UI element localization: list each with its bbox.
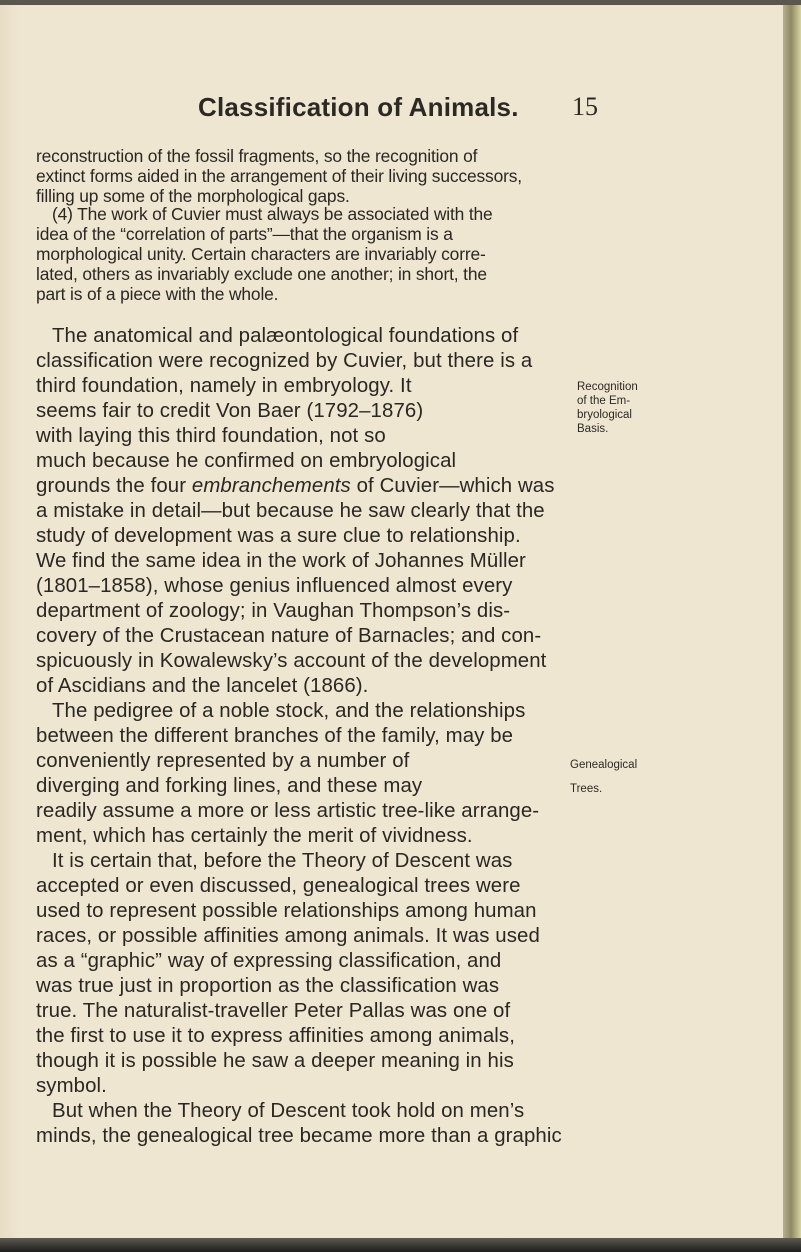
- text-line: The anatomical and palæontological foundations of: [52, 325, 519, 347]
- text-line: a mistake in detail—but because he saw clearly that the: [36, 500, 545, 522]
- text-line: accepted or even discussed, genealogical trees were: [36, 875, 521, 897]
- text-line: symbol.: [36, 1075, 107, 1097]
- margin-note-line: Trees.: [570, 783, 603, 795]
- page-number: 15: [572, 92, 598, 121]
- text-line: was true just in proportion as the classification was: [36, 975, 500, 997]
- text-line: diverging and forking lines, and these may: [36, 775, 423, 797]
- text-line: (1801–1858), whose genius influenced almost every: [36, 575, 513, 597]
- text-run: grounds the four: [36, 475, 192, 497]
- running-title: Classification of Animals.: [198, 92, 519, 122]
- text-line: between the different branches of the family, may be: [36, 725, 514, 747]
- margin-note-line: Basis.: [577, 423, 609, 435]
- text-line: with laying this third foundation, not so: [36, 425, 386, 447]
- margin-note-line: Recognition: [577, 381, 638, 393]
- text-line: conveniently represented by a number of: [36, 750, 410, 772]
- text-line: the first to use it to express affinities among animals,: [36, 1025, 515, 1047]
- margin-note-line: Genealogical: [570, 759, 638, 771]
- text-line: filling up some of the morphological gaps.: [36, 186, 350, 206]
- text-line: true. The naturalist-traveller Peter Pallas was one of: [36, 1000, 511, 1022]
- text-line: as a “graphic” way of expressing classification, and: [36, 950, 502, 972]
- text-line: It is certain that, before the Theory of Descent was: [52, 850, 513, 872]
- text-line: seems fair to credit Von Baer (1792–1876): [36, 400, 424, 422]
- text-line: much because he confirmed on embryological: [36, 450, 457, 472]
- text-line: reconstruction of the fossil fragments, so the recognition of: [36, 146, 478, 166]
- text-line: morphological unity. Certain characters are invariably corre-: [36, 244, 486, 264]
- text-line: races, or possible affinities among animals. It was used: [36, 925, 540, 947]
- text-line: ment, which has certainly the merit of vividness.: [36, 825, 473, 847]
- text-line: study of development was a sure clue to relationship.: [36, 525, 521, 547]
- text-line: (4) The work of Cuvier must always be associated with the: [52, 204, 493, 224]
- text-line: lated, others as invariably exclude one another; in short, the: [36, 264, 487, 284]
- text-line: department of zoology; in Vaughan Thompson’s dis-: [36, 600, 511, 622]
- text-line: But when the Theory of Descent took hold on men’s: [52, 1100, 525, 1122]
- text-line: extinct forms aided in the arrangement of their living successors,: [36, 166, 522, 186]
- text-line: third foundation, namely in embryology. It: [36, 375, 412, 397]
- text-line: of Ascidians and the lancelet (1866).: [36, 675, 369, 697]
- text-line: readily assume a more or less artistic tree-like arrange-: [36, 800, 540, 822]
- text-line: The pedigree of a noble stock, and the relationships: [52, 700, 526, 722]
- text-line: We find the same idea in the work of Johannes Müller: [36, 550, 526, 572]
- text-line: though it is possible he saw a deeper meaning in his: [36, 1050, 514, 1072]
- text-line: spicuously in Kowalewsky’s account of the development: [36, 650, 547, 672]
- margin-note-line: bryological: [577, 409, 632, 421]
- text-line: used to represent possible relationships among human: [36, 900, 537, 922]
- text-line: [36, 474, 555, 499]
- text-line: covery of the Crustacean nature of Barnacles; and con-: [36, 625, 542, 647]
- italic-term: embranchements: [191, 475, 351, 497]
- text-line: idea of the “correlation of parts”—that the organism is a: [36, 224, 453, 244]
- text-line: minds, the genealogical tree became more than a graphic: [36, 1125, 562, 1147]
- margin-note-line: of the Em-: [577, 395, 631, 407]
- text-run: of Cuvier—which was: [350, 475, 555, 497]
- text-line: part is of a piece with the whole.: [36, 284, 279, 304]
- text-line: classification were recognized by Cuvier, but there is a: [36, 350, 533, 372]
